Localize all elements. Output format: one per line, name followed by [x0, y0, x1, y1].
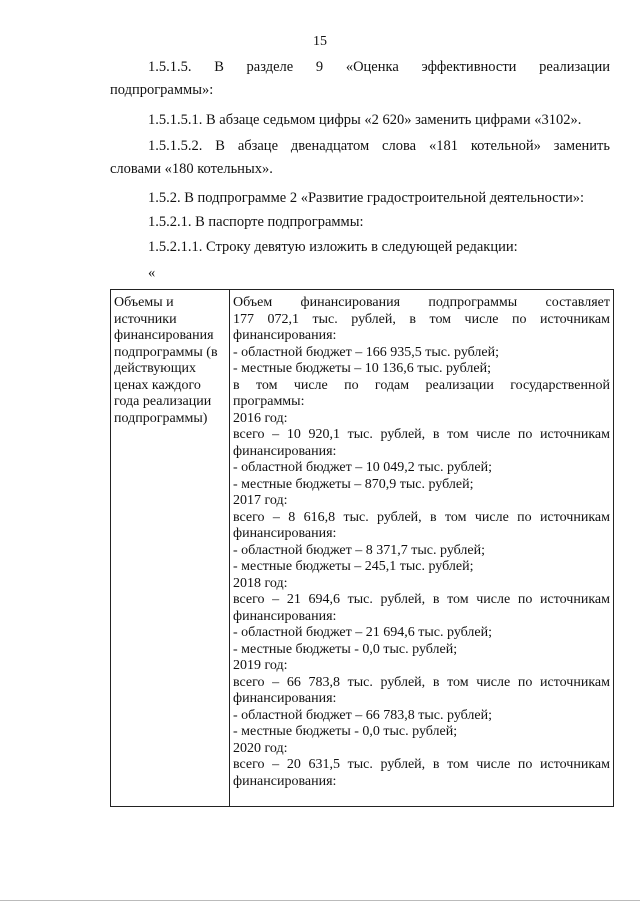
label-line: подпрограммы) — [114, 410, 208, 426]
row-label-cell — [111, 290, 230, 807]
content-line: 2020 год: — [233, 740, 288, 756]
financing-table — [110, 289, 614, 807]
content-line: 2018 год: — [233, 575, 288, 591]
paragraph-line: 1.5.1.5. В разделе 9 «Оценка эффективности реализации — [148, 59, 610, 75]
opening-quote: « — [148, 265, 156, 281]
content-line: всего – 10 920,1 тыс. рублей, в том числе по источникам — [233, 427, 610, 442]
content-line: - местные бюджеты – 870,9 тыс. рублей; — [233, 476, 474, 492]
paragraph-1-5-2-1-1: 1.5.2.1.1. Строку девятую изложить в следующей редакции: — [148, 239, 518, 255]
content-line: всего – 20 631,5 тыс. рублей, в том числе по источникам — [233, 757, 610, 772]
row-content-cell — [230, 290, 614, 807]
content-line: - областной бюджет – 166 935,5 тыс. рублей; — [233, 344, 499, 360]
paragraph-1-5-1-5-2 — [110, 137, 610, 156]
content-line: Объем финансирования подпрограммы составляет — [233, 295, 610, 310]
content-line: 2019 год: — [233, 658, 288, 673]
paragraph-1-5-1-5-cont: подпрограммы»: — [110, 82, 214, 98]
content-line: финансирования: — [233, 526, 337, 541]
content-line: - местные бюджеты - 0,0 тыс. рублей; — [233, 641, 458, 657]
content-line: всего – 66 783,8 тыс. рублей, в том числе по источникам — [233, 674, 610, 690]
content-line: финансирования: — [233, 443, 337, 459]
content-line: в том числе по годам реализации государственной — [233, 377, 610, 393]
paragraph-line: 1.5.1.5.2. В абзаце двенадцатом слова «181 котельной» заменить — [148, 138, 610, 154]
table-row — [111, 290, 614, 807]
label-line: действующих — [114, 361, 197, 376]
label-line: Объемы и — [114, 295, 174, 310]
label-line: года реализации — [114, 394, 212, 409]
content-line: 2017 год: — [233, 493, 288, 508]
paragraph-1-5-2: 1.5.2. В подпрограмме 2 «Развитие градостроительной деятельности»: — [148, 190, 585, 206]
page-bottom-rule — [0, 900, 640, 901]
label-line: подпрограммы (в — [114, 344, 218, 360]
content-line: финансирования: — [233, 691, 337, 706]
content-line: 2016 год: — [233, 410, 288, 426]
content-line: - областной бюджет – 10 049,2 тыс. рублей; — [233, 460, 492, 475]
content-line: - местные бюджеты - 0,0 тыс. рублей; — [233, 724, 458, 739]
paragraph-1-5-2-1: 1.5.2.1. В паспорте подпрограммы: — [148, 214, 364, 230]
paragraph-1-5-1-5-2-cont: словами «180 котельных». — [110, 161, 273, 177]
content-line: - местные бюджеты – 245,1 тыс. рублей; — [233, 559, 474, 574]
content-line: 177 072,1 тыс. рублей, в том числе по источникам — [233, 311, 610, 327]
content-line: - областной бюджет – 66 783,8 тыс. рублей; — [233, 707, 492, 723]
content-line: всего – 8 616,8 тыс. рублей, в том числе по источникам — [233, 509, 610, 525]
content-line: - местные бюджеты – 10 136,6 тыс. рублей; — [233, 361, 491, 376]
paragraph-1-5-1-5-1: 1.5.1.5.1. В абзаце седьмом цифры «2 620» заменить цифрами «3102». — [148, 112, 582, 128]
content-line: финансирования: — [233, 608, 337, 624]
label-line: ценах каждого — [114, 377, 201, 393]
content-line: - областной бюджет – 8 371,7 тыс. рублей; — [233, 542, 485, 558]
content-line: всего – 21 694,6 тыс. рублей, в том числе по источникам — [233, 592, 610, 607]
content-line: финансирования: — [233, 773, 337, 789]
paragraph-1-5-1-5 — [110, 58, 610, 77]
page-number: 15 — [313, 34, 327, 49]
label-line: источники — [114, 311, 177, 327]
content-line: финансирования: — [233, 328, 337, 343]
content-line: - областной бюджет – 21 694,6 тыс. рублей; — [233, 625, 492, 640]
content-line: программы: — [233, 394, 305, 409]
label-line: финансирования — [114, 328, 214, 343]
